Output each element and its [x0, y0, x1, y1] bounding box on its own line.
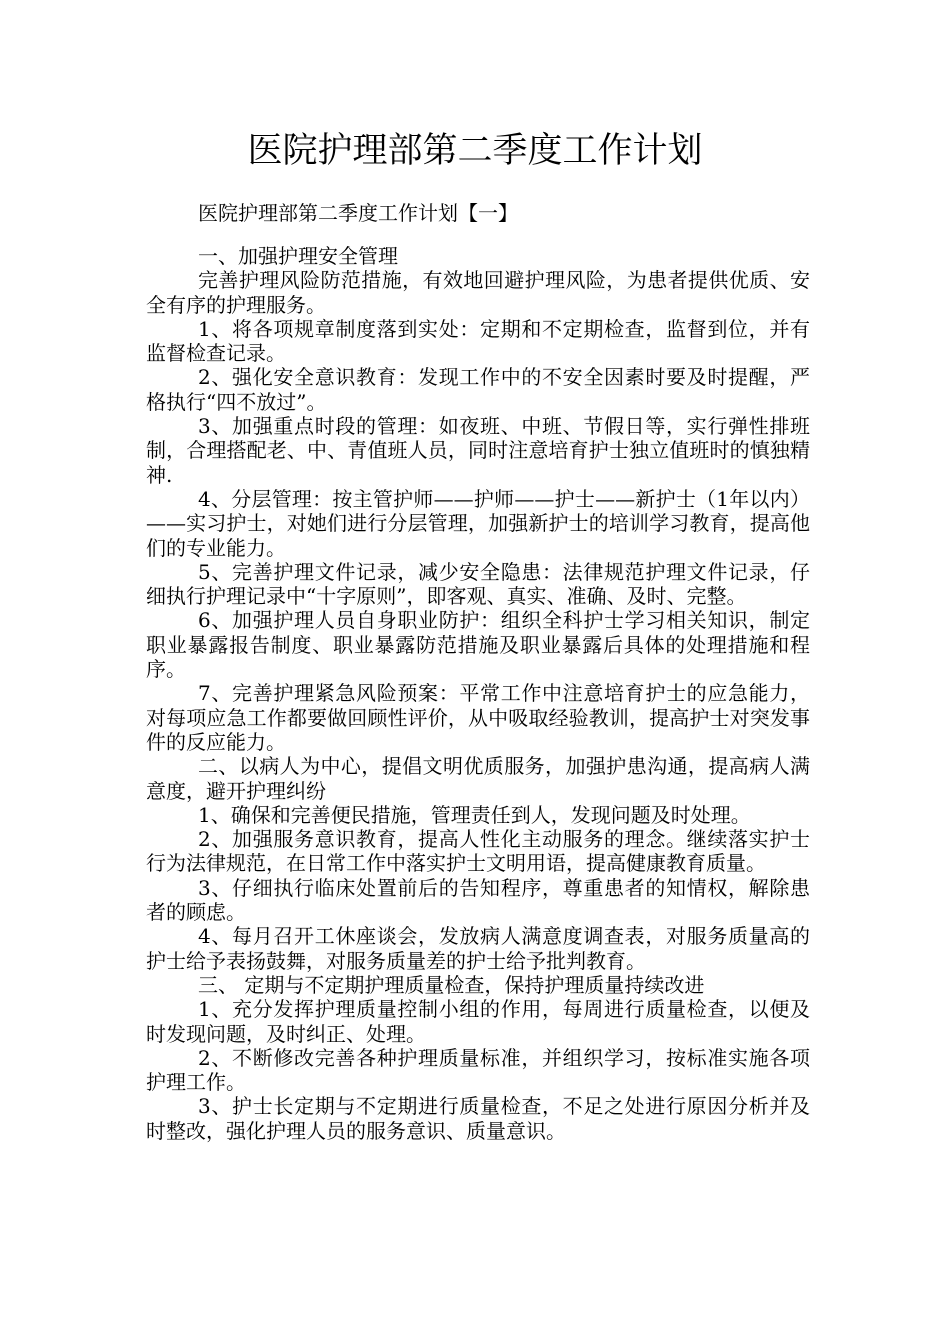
- paragraph: 2、强化安全意识教育：发现工作中的不安全因素时要及时提醒，严格执行“四不放过”。: [146, 365, 810, 414]
- section-heading-1: 一、加强护理安全管理: [198, 244, 398, 268]
- paragraph: 5、完善护理文件记录，减少安全隐患：法律规范护理文件记录，仔细执行护理记录中“十字原则”，即客观、真实、准确、及时、完整。: [146, 559, 810, 609]
- document-subtitle: 医院护理部第二季度工作计划【一】: [198, 201, 518, 225]
- paragraph: 4、分层管理：按主管护师——护师——护士——新护士（1年以内）——实习护士，对她们进行分层管理，加强新护士的培训学习教育，提高他们的专业能力。: [146, 486, 810, 560]
- paragraph: 1、确保和完善便民措施，管理责任到人，发现问题及时处理。: [198, 802, 751, 827]
- paragraph: 完善护理风险防范措施，有效地回避护理风险，为患者提供优质、安全有序的护理服务。: [146, 268, 810, 317]
- paragraph: 7、完善护理紧急风险预案：平常工作中注意培育护士的应急能力，对每项应急工作都要做回顾性评价，从中吸取经验教训，提高护士对突发事件的反应能力。: [146, 681, 810, 754]
- paragraph: 3、护士长定期与不定期进行质量检查，不足之处进行原因分析并及时整改，强化护理人员的服务意识、质量意识。: [146, 1094, 810, 1143]
- paragraph: 2、加强服务意识教育，提高人性化主动服务的理念。继续落实护士行为法律规范，在日常工作中落实护士文明用语，提高健康教育质量。: [146, 827, 810, 876]
- paragraph: 6、加强护理人员自身职业防护：组织全科护士学习相关知识，制定职业暴露报告制度、职业暴露防范措施及职业暴露后具体的处理措施和程序。: [146, 608, 810, 682]
- document-title: 医院护理部第二季度工作计划: [247, 131, 703, 171]
- section-heading-2: 二、以病人为中心，提倡文明优质服务，加强护患沟通，提高病人满意度，避开护理纠纷: [146, 754, 810, 803]
- paragraph: 3、加强重点时段的管理：如夜班、中班、节假日等，实行弹性排班制，合理搭配老、中、青值班人员，同时注意培育护士独立值班时的慎独精神.: [146, 414, 810, 487]
- paragraph: 1、将各项规章制度落到实处：定期和不定期检查，监督到位，并有监督检查记录。: [146, 316, 810, 366]
- paragraph: 1、充分发挥护理质量控制小组的作用，每周进行质量检查，以便及时发现问题，及时纠正、处理。: [146, 997, 810, 1046]
- paragraph: 3、仔细执行临床处置前后的告知程序，尊重患者的知情权，解除患者的顾虑。: [146, 875, 810, 925]
- paragraph: 2、不断修改完善各种护理质量标准，并组织学习，按标准实施各项护理工作。: [146, 1045, 810, 1095]
- section-heading-3: 三、 定期与不定期护理质量检查，保持护理质量持续改进: [198, 972, 705, 997]
- paragraph: 4、每月召开工休座谈会，发放病人满意度调查表，对服务质量高的护士给予表扬鼓舞，对服务质量差的护士给予批判教育。: [146, 924, 810, 973]
- document-body: [146, 244, 810, 1143]
